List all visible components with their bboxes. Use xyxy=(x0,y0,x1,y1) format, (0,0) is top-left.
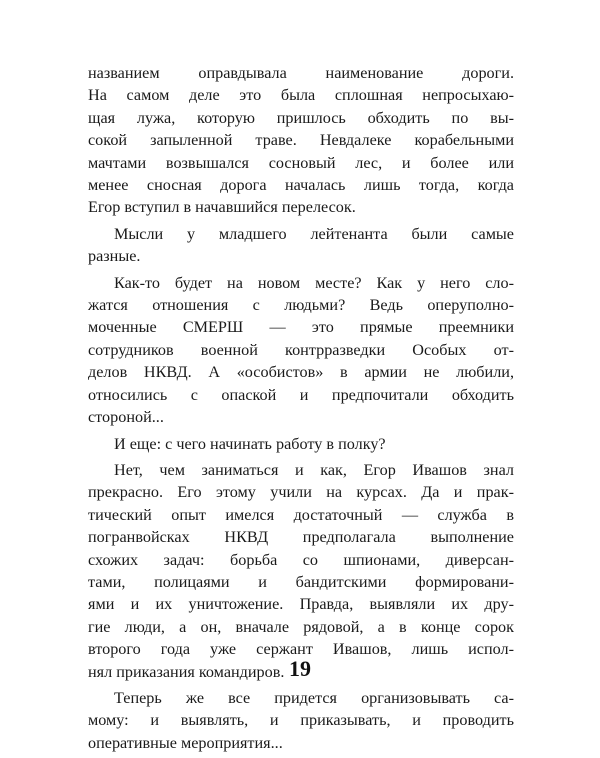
text-line: Теперь же все придется организовывать са- xyxy=(114,688,514,707)
text-line: Как-то будет на новом месте? Как у него сло- xyxy=(114,273,514,292)
paragraph xyxy=(88,687,514,754)
text-line: И еще: с чего начинать работу в полку? xyxy=(114,434,386,453)
text-line: нял приказания командиров. xyxy=(88,662,285,681)
page-body xyxy=(88,62,514,758)
text-line: оперативные мероприятия... xyxy=(88,733,283,752)
text-line: стороной... xyxy=(88,408,164,427)
text-line: жатся отношения с людьми? Ведь оперуполно- xyxy=(88,296,514,315)
text-line: тами, полицаями и бандитскими формировани- xyxy=(88,572,514,591)
text-line: делов НКВД. А «особистов» в армии не любили, xyxy=(88,363,514,382)
text-line: менее сносная дорога началась лишь тогда, когда xyxy=(88,176,514,195)
text-line: моченные СМЕРШ — это прямые преемники xyxy=(88,318,514,337)
paragraph xyxy=(88,62,514,219)
paragraph xyxy=(88,223,514,268)
paragraph xyxy=(88,433,514,455)
text-line: сокой запыленной траве. Невдалеке корабельными xyxy=(88,131,514,150)
text-line: разные. xyxy=(88,247,141,266)
text-line: Нет, чем заниматься и как, Егор Ивашов знал xyxy=(114,460,514,479)
paragraph xyxy=(88,459,514,683)
text-line: Егор вступил в начавшийся перелесок. xyxy=(88,198,356,217)
text-line: названием оправдывала наименование дороги. xyxy=(88,64,514,82)
text-line: прекрасно. Его этому учили на курсах. Да и прак- xyxy=(88,483,514,502)
text-line: относились с опаской и предпочитали обходить xyxy=(88,385,514,404)
text-line: схожих задач: борьба со шпионами, диверсан- xyxy=(88,550,514,569)
text-line: На самом деле это была сплошная непросыхаю- xyxy=(88,86,514,105)
text-line: ями и их уничтожение. Правда, выявляли их дру- xyxy=(88,595,514,614)
text-line: щая лужа, которую пришлось обходить по вы- xyxy=(88,108,514,127)
paragraph xyxy=(88,272,514,429)
text-line: мому: и выявлять, и приказывать, и проводить xyxy=(88,711,514,730)
text-line: Мысли у младшего лейтенанта были самые xyxy=(114,224,514,243)
text-line: тический опыт имелся достаточный — служба в xyxy=(88,505,514,524)
text-line: погранвойсках НКВД предполагала выполнение xyxy=(88,528,514,547)
text-line: сотрудников военной контрразведки Особых от- xyxy=(88,340,514,359)
text-line: второго года уже сержант Ивашов, лишь испол- xyxy=(88,640,514,659)
text-line: мачтами возвышался сосновый лес, и более или xyxy=(88,153,514,172)
page-number: 19 xyxy=(289,656,311,681)
text-line: гие люди, а он, вначале рядовой, а в конце сорок xyxy=(88,617,514,636)
